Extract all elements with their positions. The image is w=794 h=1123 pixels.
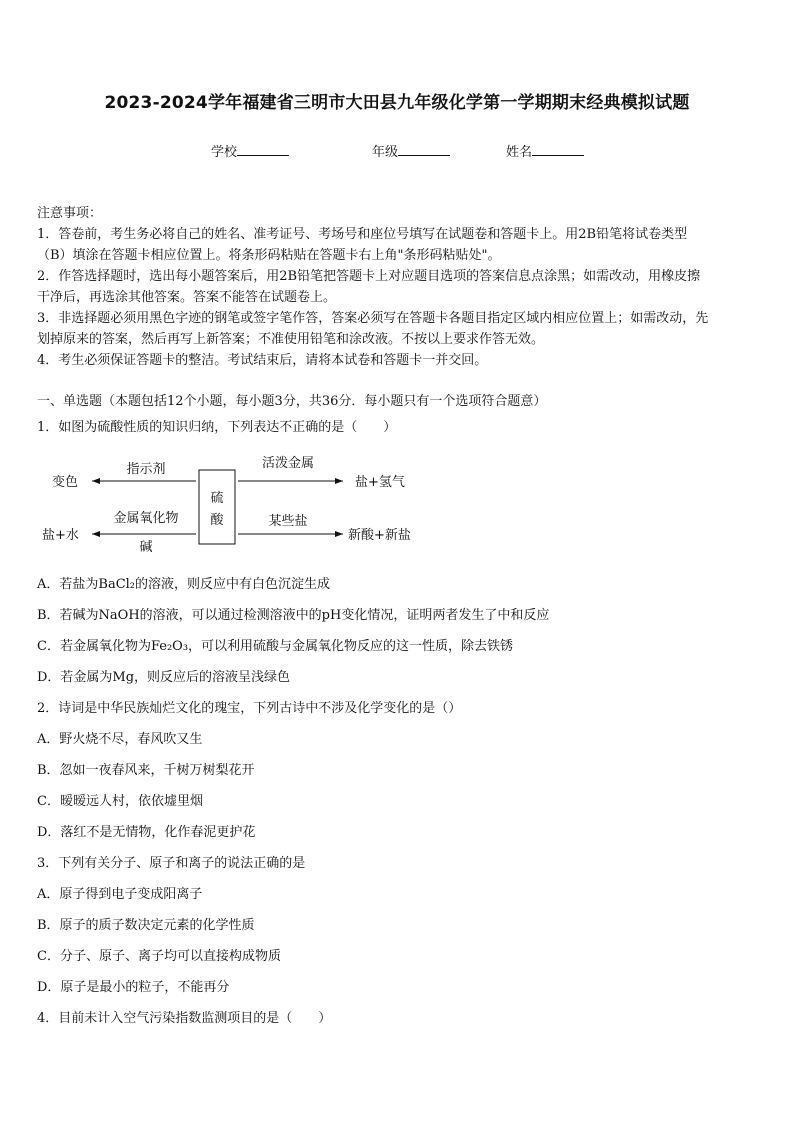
arrow-head [92,478,100,484]
notice-line: 2．作答选择题时，选出每小题答案后，用2B铅笔把答题卡上对应题目选项的答案信息点涂黑；如需改动，用橡皮擦 [37,269,701,284]
grade-label: 年级 [372,145,399,160]
question-1-option-b: B．若碱为NaOH的溶液，可以通过检测溶液中的pH变化情况，证明两者发生了中和反应 [37,608,550,623]
question-3-option-b: B．原子的质子数决定元素的化学性质 [37,918,255,933]
notice-line: 1．答卷前，考生务必将自己的姓名、准考证号、考场号和座位号填写在试题卷和答题卡上。用2B铅笔将试卷类型 [37,227,688,242]
question-1-stem: 1．如图为硫酸性质的知识归纳，下列表达不正确的是（ ） [37,420,397,435]
result-color-change: 变色 [52,475,79,490]
label-active-metal: 活泼金属 [261,456,315,471]
grade-blank[interactable] [398,143,450,156]
center-box [199,470,235,544]
result-salt-hydrogen: 盐+氢气 [355,475,405,490]
center-char-top: 硫 [210,491,224,506]
label-metal-oxide: 金属氧化物 [113,511,179,526]
arrow-head [335,531,343,537]
label-base: 碱 [139,540,153,555]
question-3-stem: 3．下列有关分子、原子和离子的说法正确的是 [37,856,306,871]
option-text: C．若金属氧化物为Fe [37,639,167,654]
question-1-option-c [37,635,513,654]
question-3-option-a: A．原子得到电子变成阳离子 [37,887,203,902]
school-blank[interactable] [237,143,289,156]
label-indicator: 指示剂 [126,462,166,477]
arrow-head [92,531,100,537]
option-text: ₂O₃，可以利用硫酸与金属氧化物反应的这一性质，除去铁锈 [166,639,514,654]
name-blank[interactable] [532,143,584,156]
section-heading: 一、单选题（本题包括12个小题，每小题3分，共36分．每小题只有一个选项符合题意） [37,394,547,409]
school-label: 学校 [211,145,238,160]
page-title: 2023-2024学年福建省三明市大田县九年级化学第一学期期末经典模拟试题 [104,93,690,113]
name-field[interactable] [506,141,584,160]
question-2-option-d: D．落红不是无情物，化作春泥更护花 [37,825,256,840]
result-salt-water: 盐+水 [42,528,79,543]
option-text: ₂的溶液，则反应中有白色沉淀生成 [129,577,331,592]
notice-line: 干净后，再选涂其他答案。答案不能答在试题卷上。 [37,290,337,305]
question-2-option-a: A．野火烧不尽，春风吹又生 [37,732,203,747]
notice-line: 3．非选择题必须用黑色字迹的钢笔或签字笔作答，答案必须写在答题卡各题目指定区域内相应位置上；如需改动，先 [37,311,709,326]
question-4-stem: 4．目前未计入空气污染指数监测项目的是（ ） [37,1011,332,1026]
notice-heading: 注意事项： [37,206,103,221]
notice-line: 划掉原来的答案，然后再写上新答案；不准使用铅笔和涂改液。不按以上要求作答无效。 [37,332,545,347]
name-label: 姓名 [506,145,533,160]
question-1-option-a [37,573,330,592]
school-field[interactable] [211,141,289,160]
question-1-option-d: D．若金属为Mg，则反应后的溶液呈浅绿色 [37,670,291,685]
grade-field[interactable] [372,141,450,160]
question-2-stem: 2．诗词是中华民族灿烂文化的瑰宝，下列古诗中不涉及化学变化的是（） [37,701,462,716]
notice-line: （B）填涂在答题卡相应位置上。将条形码粘贴在答题卡右上角"条形码粘贴处"。 [37,248,501,263]
option-text: A．若盐为BaCl [37,577,130,592]
result-new-acid-salt: 新酸+新盐 [348,528,411,543]
notice-line: 4．考生必须保证答题卡的整洁。考试结束后，请将本试卷和答题卡一并交回。 [37,353,488,368]
question-2-option-b: B．忽如一夜春风来，千树万树梨花开 [37,763,255,778]
question-3-option-c: C．分子、原子、离子均可以直接构成物质 [37,949,281,964]
center-char-bottom: 酸 [210,513,224,528]
sulfuric-acid-diagram [30,450,430,560]
question-3-option-d: D．原子是最小的粒子，不能再分 [37,980,230,995]
label-some-salt: 某些盐 [268,514,308,529]
question-2-option-c: C．暧暧远人村，依依墟里烟 [37,794,203,809]
arrow-head [335,478,343,484]
